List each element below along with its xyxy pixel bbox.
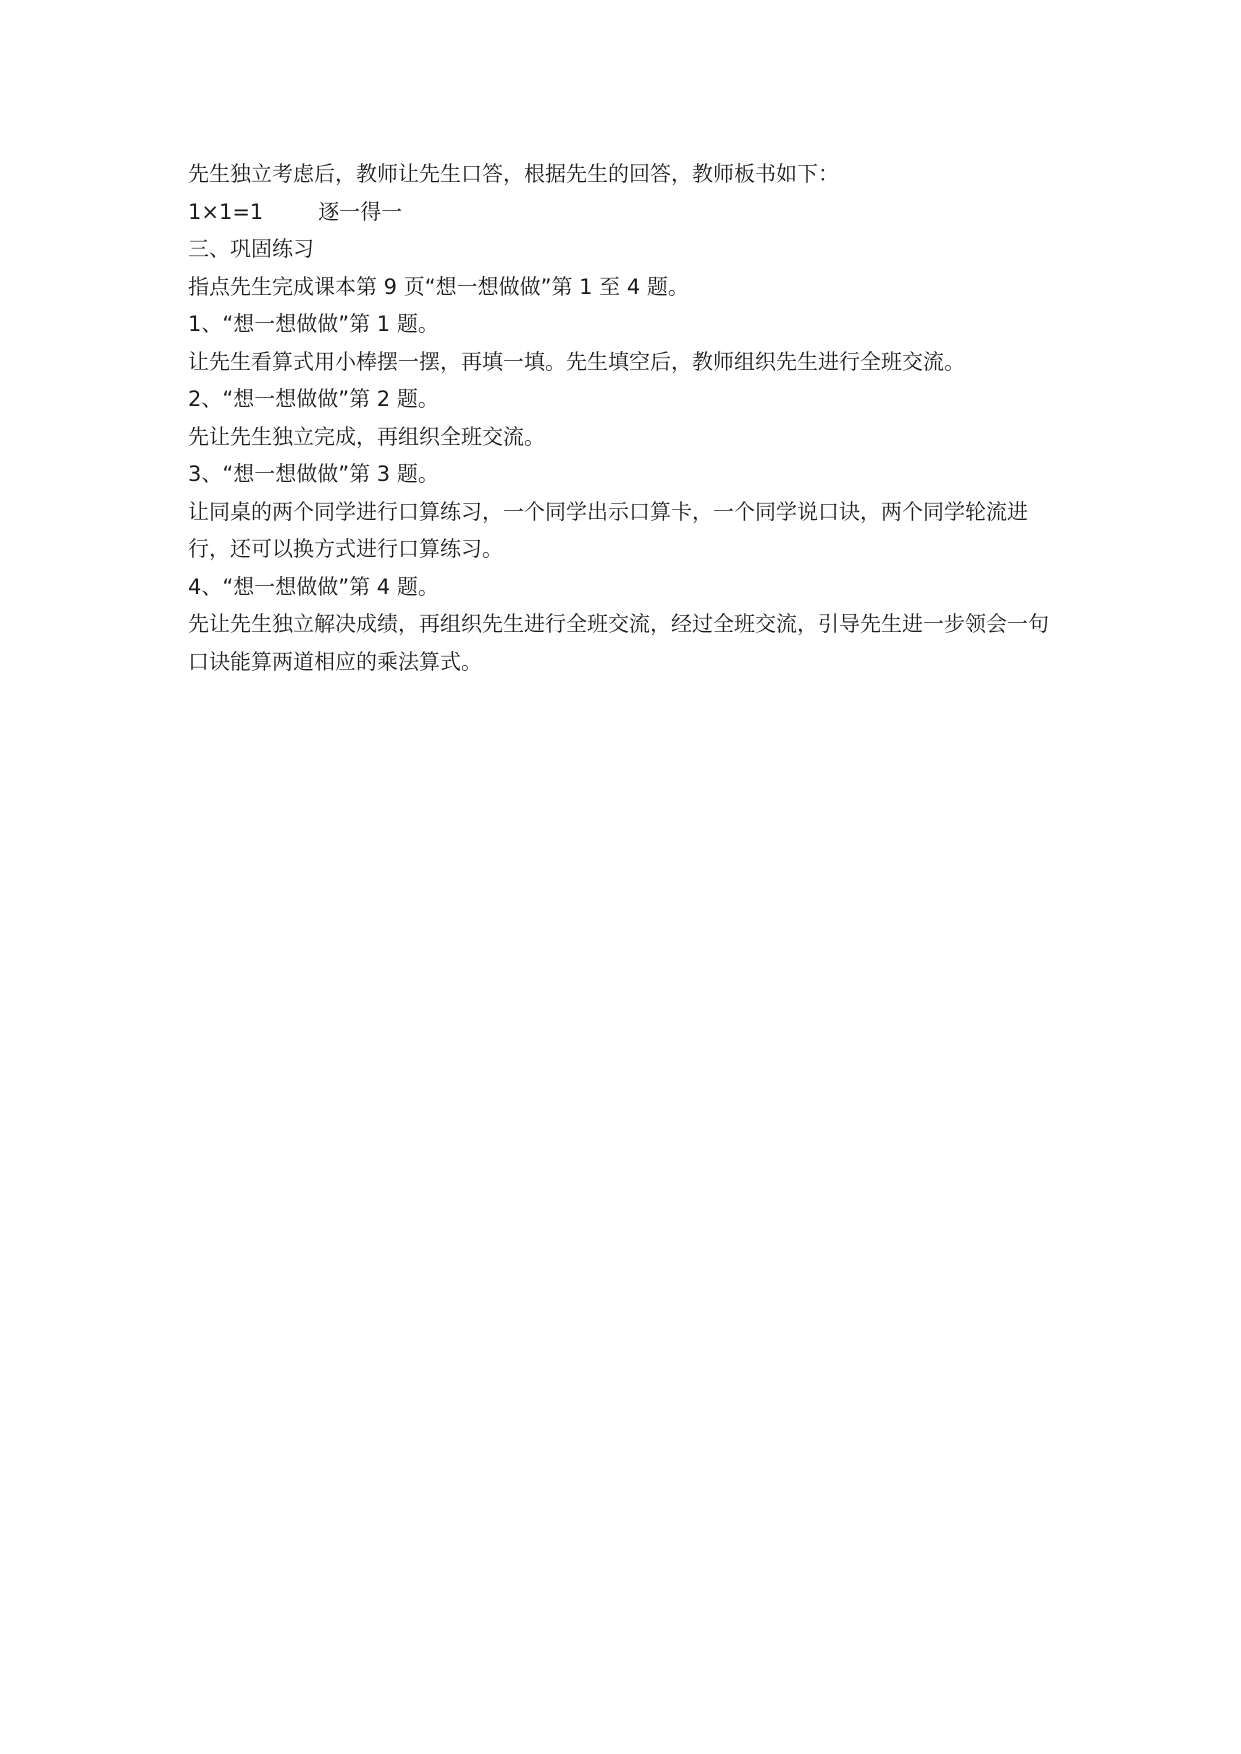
exercise-4-text: 先让先生独立解决成绩，再组织先生进行全班交流，经过全班交流，引导先生进一步领会一句口诀能算两道相应的乘法算式。 xyxy=(188,612,1049,674)
exercise-3-text: 让同桌的两个同学进行口算练习，一个同学出示口算卡，一个同学说口诀，两个同学轮流进行，还可以换方式进行口算练习。 xyxy=(188,499,1028,561)
formula-mnemonic: 逐一得一 xyxy=(318,199,403,224)
formula-expression: 1×1=1 xyxy=(188,199,264,224)
formula-row xyxy=(188,194,1068,232)
exercise-4-heading: 4、“想一想做做”第 4 题。 xyxy=(188,574,439,599)
exercise-2-text: 先让先生独立完成，再组织全班交流。 xyxy=(188,424,545,449)
section-heading: 三、巩固练习 xyxy=(188,237,314,261)
exercise-1-heading: 1、“想一想做做”第 1 题。 xyxy=(188,312,439,336)
paragraph-intro: 先生独立考虑后，教师让先生口答，根据先生的回答，教师板书如下： xyxy=(188,162,839,186)
exercise-1-text: 让先生看算式用小棒摆一摆，再填一填。先生填空后，教师组织先生进行全班交流。 xyxy=(188,349,965,374)
paragraph-instruction: 指点先生完成课本第 9 页“想一想做做”第 1 至 4 题。 xyxy=(188,274,689,299)
exercise-2-heading: 2、“想一想做做”第 2 题。 xyxy=(188,387,439,411)
exercise-3-heading: 3、“想一想做做”第 3 题。 xyxy=(188,462,439,486)
document-body xyxy=(188,156,1068,681)
